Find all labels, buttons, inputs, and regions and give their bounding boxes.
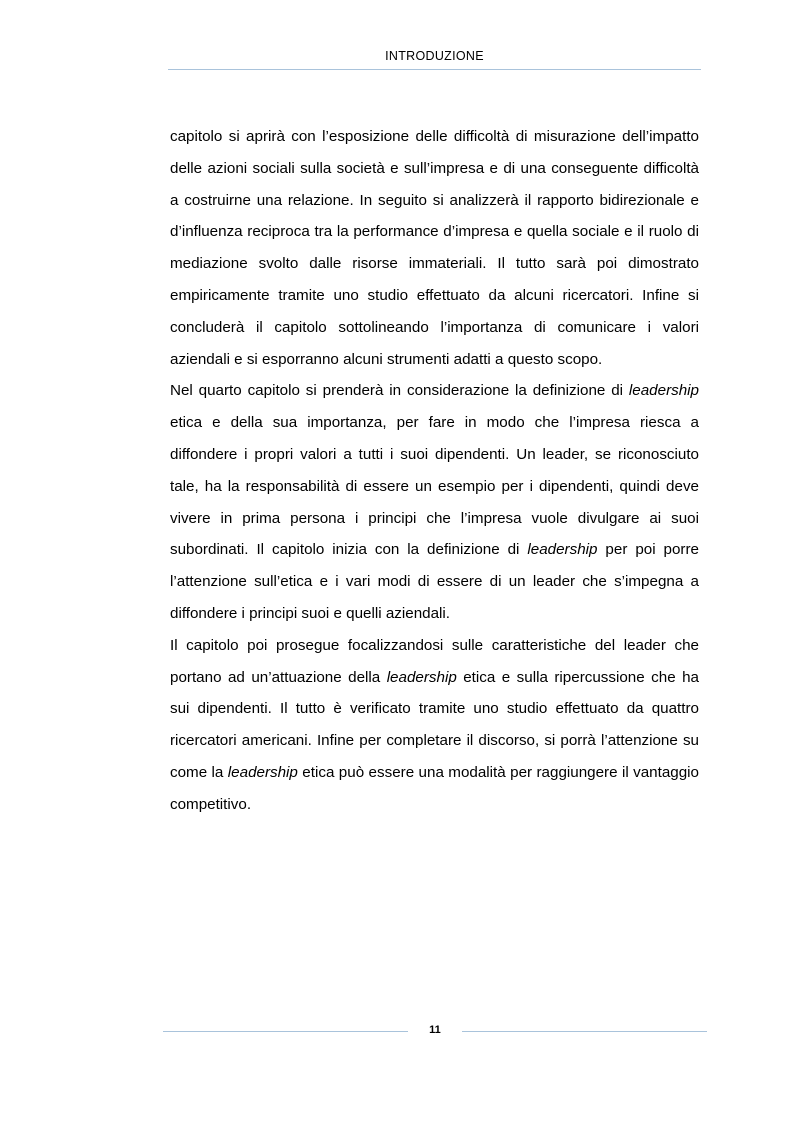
paragraph — [170, 121, 699, 375]
italic-term: leadership — [386, 668, 457, 686]
footer-rule-left — [163, 1031, 408, 1032]
paragraph — [170, 630, 699, 821]
text-run: Nel quarto capitolo si prenderà in considerazione la definizione di — [170, 382, 629, 400]
page-number: 11 — [429, 1024, 441, 1036]
italic-term: leadership — [628, 382, 699, 400]
running-header: INTRODUZIONE — [385, 49, 484, 63]
text-run: capitolo si aprirà con l’esposizione delle difficoltà di misurazione dell’impatto delle azioni sociali sulla società e sull’impresa e di una conseguente difficoltà a costruirne una relazione. In seguito si analizzerà il rapporto bidirezionale e d’influenza reciproca tra la performance d’impresa e quella sociale e il ruolo di mediazione svolto dalle risorse immateriali. Il tutto sarà poi dimostrato empiricamente tramite uno studio effettuato da alcuni ricercatori. Infine si concluderà il capitolo sottolineando l’importanza di comunicare i valori aziendali e si esporranno alcuni strumenti adatti a questo scopo. — [170, 128, 699, 368]
text-run: etica e sulla ripercussione che ha sui dipendenti. Il tutto è verificato tramite uno studio effettuato da quattro ricercatori americani. Infine per completare il discorso, si porrà l’attenzione su come la — [170, 668, 699, 781]
header-rule — [168, 69, 701, 70]
footer-rule-right — [462, 1031, 707, 1032]
italic-term: leadership — [527, 541, 598, 559]
paragraph — [170, 375, 699, 629]
text-run: per poi porre l’attenzione sull’etica e i vari modi di essere di un leader che s’impegna a diffondere i principi suoi e quelli aziendali. — [170, 541, 699, 622]
italic-term: leadership — [227, 763, 298, 781]
text-run: etica può essere una modalità per raggiungere il vantaggio competitivo. — [170, 763, 699, 813]
text-run: etica e della sua importanza, per fare in modo che l’impresa riesca a diffondere i propri valori a tutti i suoi dipendenti. Un leader, se riconosciuto tale, ha la responsabilità di essere un esempio per i dipendenti, quindi deve vivere in prima persona i principi che l’impresa vuole divulgare ai suoi subordinati. Il capitolo inizia con la definizione di — [170, 414, 699, 559]
text-run: Il capitolo poi prosegue focalizzandosi sulle caratteristiche del leader che portano ad un’attuazione della — [170, 636, 699, 686]
body-text — [170, 121, 699, 821]
